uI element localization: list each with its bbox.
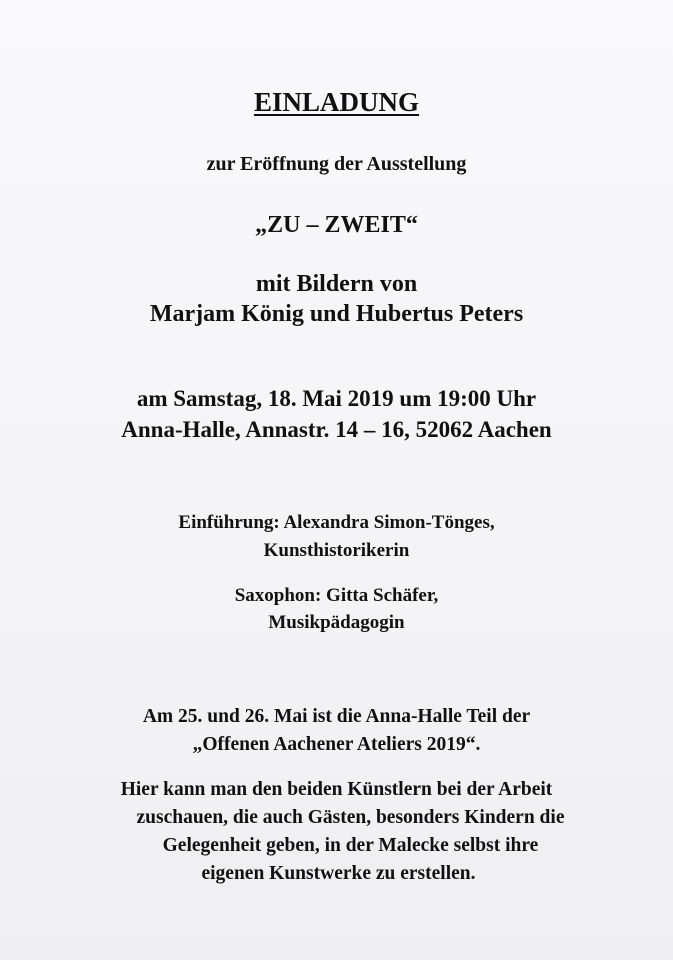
event-date: am Samstag, 18. Mai 2019 um 19:00 Uhr (136, 386, 537, 411)
music-performer-role: Musikpädagogin (268, 612, 405, 633)
open-studios-dates: Am 25. und 26. Mai ist die Anna-Halle Teil der (142, 706, 531, 727)
subtitle: zur Eröffnung der Ausstellung (206, 153, 467, 175)
music-performer: Saxophon: Gitta Schäfer, (234, 585, 439, 606)
open-studios-paragraph-line-1: Hier kann man den beiden Künstlern bei der Arbeit (120, 779, 553, 800)
open-studios-paragraph-line-3: Gelegenheit geben, in der Malecke selbst ihre (162, 835, 539, 856)
open-studios-event-name: „Offenen Aachener Ateliers 2019“. (192, 734, 481, 755)
event-venue: Anna-Halle, Annastr. 14 – 16, 52062 Aachen (121, 417, 552, 442)
open-studios-paragraph-line-2: zuschauen, die auch Gästen, besonders Kindern die (136, 807, 565, 828)
open-studios-paragraph-line-4: eigenen Kunstwerke zu erstellen. (201, 863, 476, 884)
introduction-speaker: Einführung: Alexandra Simon-Tönges, (178, 512, 495, 533)
artists-intro: mit Bildern von (255, 271, 418, 297)
introduction-speaker-role: Kunsthistorikerin (263, 540, 410, 561)
exhibition-name: „ZU – ZWEIT“ (255, 212, 418, 238)
page-title: EINLADUNG (253, 87, 420, 117)
artists-names: Marjam König und Hubertus Peters (149, 301, 524, 327)
